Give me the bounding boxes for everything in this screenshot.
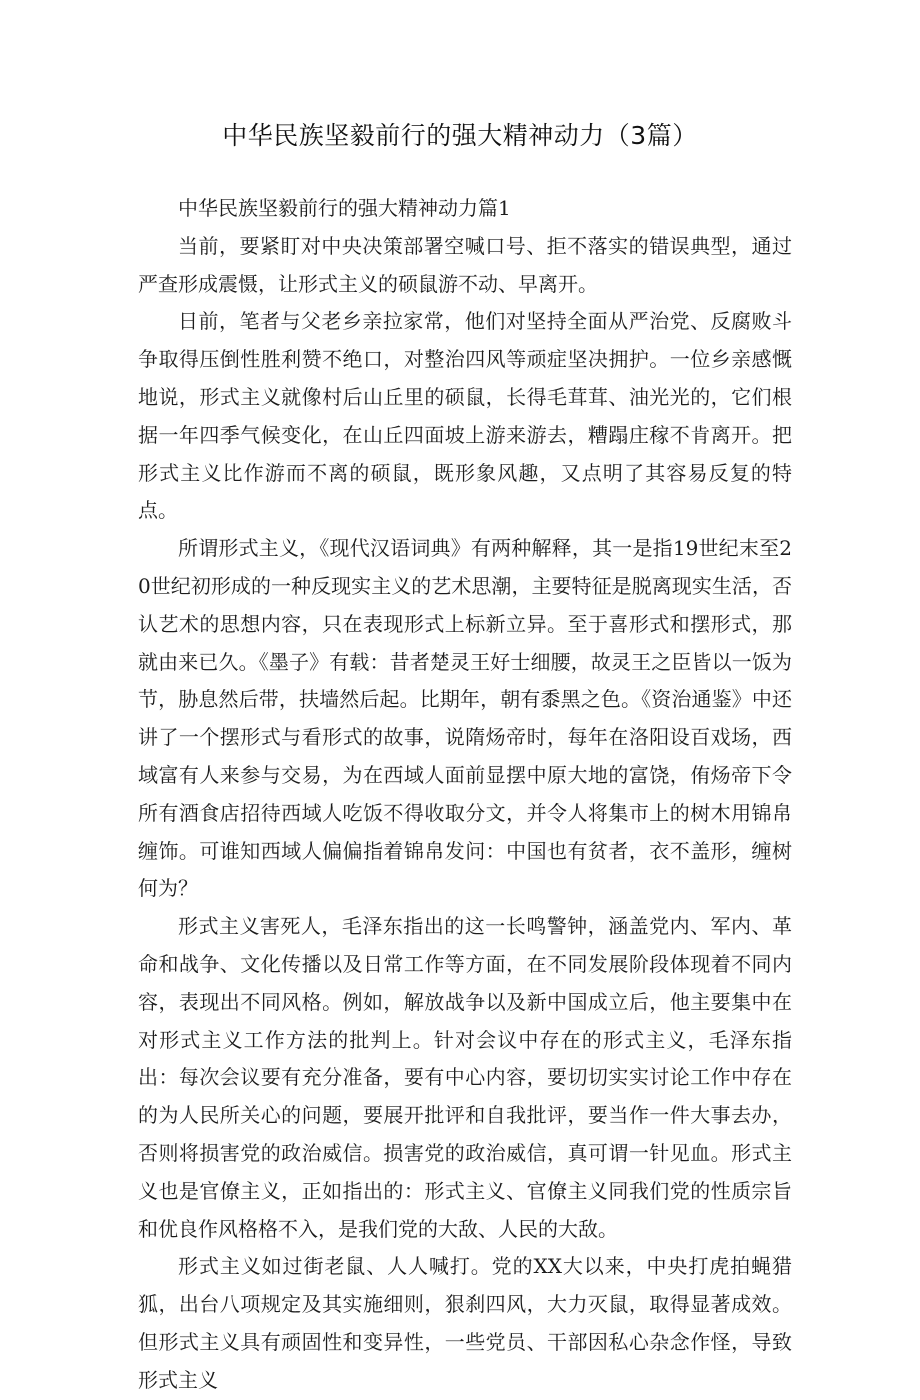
paragraph: 形式主义如过街老鼠、人人喊打。党的XX大以来，中央打虎拍蝇猎狐，出台八项规定及其实施细则，狠刹四风，大力灭鼠，取得显著成效。但形式主义具有顽固性和变异性，一些党员、干部因私心杂念作怪，导致形式主义 bbox=[138, 1254, 792, 1392]
paragraph: 日前，笔者与父老乡亲拉家常，他们对坚持全面从严治党、反腐败斗争取得压倒性胜利赞不绝口，对整治四风等顽症坚决拥护。一位乡亲感慨地说，形式主义就像村后山丘里的硕鼠，长得毛茸茸、油光光的，它们根据一年四季气候变化，在山丘四面坡上游来游去，糟蹋庄稼不肯离开。把形式主义比作游而不离的硕鼠，既形象风趣，又点明了其容易反复的特点。 bbox=[138, 309, 792, 523]
document-body bbox=[138, 190, 792, 1400]
paragraph: 形式主义害死人，毛泽东指出的这一长鸣警钟，涵盖党内、军内、革命和战争、文化传播以及日常工作等方面，在不同发展阶段体现着不同内容，表现出不同风格。例如，解放战争以及新中国成立后，他主要集中在对形式主义工作方法的批判上。针对会议中存在的形式主义，毛泽东指出：每次会议要有充分准备，要有中心内容，要切切实实讨论工作中存在的为人民所关心的问题，要展开批评和自我批评，要当作一件大事去办，否则将损害党的政治威信。损害党的政治威信，真可谓一针见血。形式主义也是官僚主义，正如指出的：形式主义、官僚主义同我们党的性质宗旨和优良作风格格不入，是我们党的大敌、人民的大敌。 bbox=[138, 914, 792, 1241]
paragraph: 所谓形式主义，《现代汉语词典》有两种解释，其一是指19世纪末至20世纪初形成的一种反现实主义的艺术思潮，主要特征是脱离现实生活，否认艺术的思想内容，只在表现形式上标新立异。至于喜形式和摆形式，那就由来已久。《墨子》有载：昔者楚灵王好士细腰，故灵王之臣皆以一饭为节，胁息然后带，扶墙然后起。比期年，朝有黍黑之色。《资治通鉴》中还讲了一个摆形式与看形式的故事，说隋炀帝时，每年在洛阳设百戏场，西域富有人来参与交易，为在西域人面前显摆中原大地的富饶，侑炀帝下令所有酒食店招待西域人吃饭不得收取分文，并令人将集市上的树木用锦帛缠饰。可谁知西域人偏偏指着锦帛发问：中国也有贫者，衣不盖形，缠树何为？ bbox=[138, 536, 792, 901]
paragraph: 当前，要紧盯对中央决策部署空喊口号、拒不落实的错误典型，通过严查形成震慑，让形式主义的硕鼠游不动、早离开。 bbox=[138, 233, 792, 296]
page-title: 中华民族坚毅前行的强大精神动力（3篇） bbox=[222, 121, 698, 150]
section-heading: 中华民族坚毅前行的强大精神动力篇1 bbox=[178, 196, 511, 220]
